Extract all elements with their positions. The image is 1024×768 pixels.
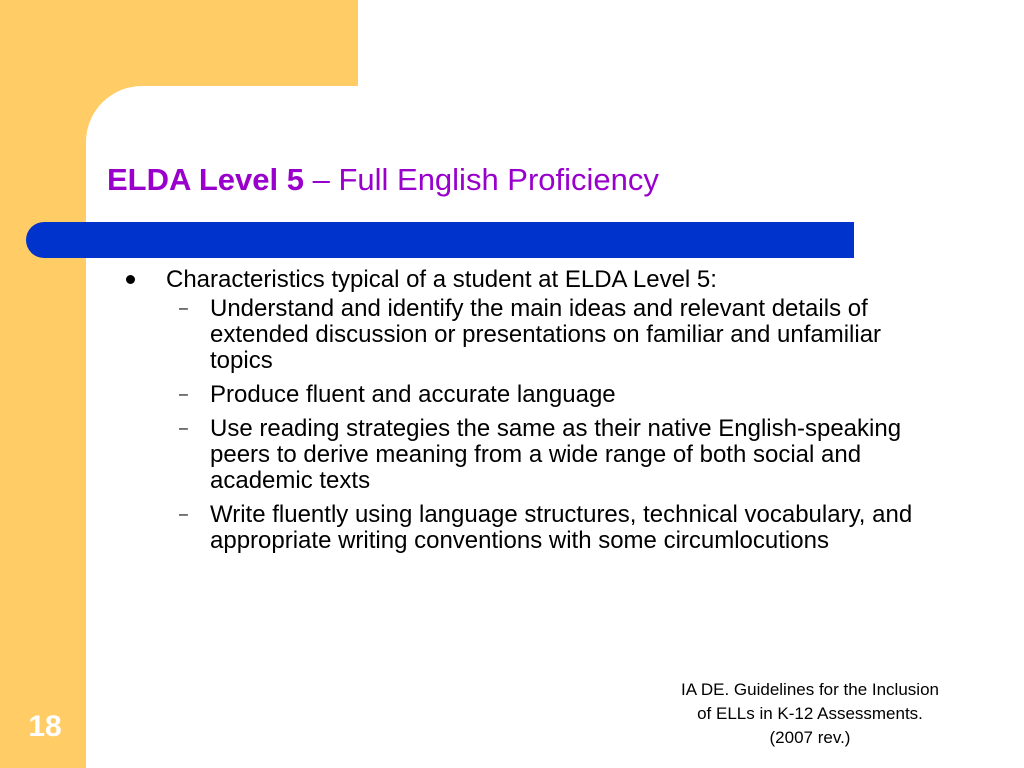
bullet-text: Characteristics typical of a student at ELDA Level 5: xyxy=(166,266,717,293)
sub-bullet-item xyxy=(120,296,940,374)
bullet-dot-icon xyxy=(126,275,135,284)
slide-title xyxy=(107,160,659,200)
sub-bullet-item xyxy=(120,502,940,554)
dash-icon: – xyxy=(179,420,188,437)
sub-bullet-text: Use reading strategies the same as their native English-speaking peers to derive meaning from a wide range of both social and academic texts xyxy=(210,415,902,494)
frame-top-band xyxy=(0,0,358,86)
slide-title-bold: ELDA Level 5 xyxy=(107,162,304,197)
sub-bullet-text: Produce fluent and accurate language xyxy=(210,381,616,408)
sub-bullet-text: Write fluently using language structures, technical vocabulary, and appropriate writing conventions with some circumlocutions xyxy=(210,501,913,554)
dash-icon: – xyxy=(179,506,188,523)
citation xyxy=(640,678,980,750)
dash-icon: – xyxy=(179,386,188,403)
sub-bullet-item xyxy=(120,382,940,408)
slide-title-rest: – Full English Proficiency xyxy=(303,162,659,197)
sub-bullet-text: Understand and identify the main ideas and relevant details of extended discussion or presentations on familiar and unfamiliar topics xyxy=(210,295,882,374)
slide-body xyxy=(120,265,940,562)
bullet-item xyxy=(120,265,940,294)
sub-bullet-list xyxy=(120,296,940,554)
citation-line-3: (2007 rev.) xyxy=(769,728,851,747)
citation-line-1: IA DE. Guidelines for the Inclusion xyxy=(681,680,939,699)
frame-left-band xyxy=(0,0,86,768)
citation-line-2: of ELLs in K-12 Assessments. xyxy=(697,704,923,723)
slide-number: 18 xyxy=(28,710,62,743)
dash-icon: – xyxy=(179,300,188,317)
sub-bullet-item xyxy=(120,416,940,494)
title-underline-bar xyxy=(26,222,854,258)
